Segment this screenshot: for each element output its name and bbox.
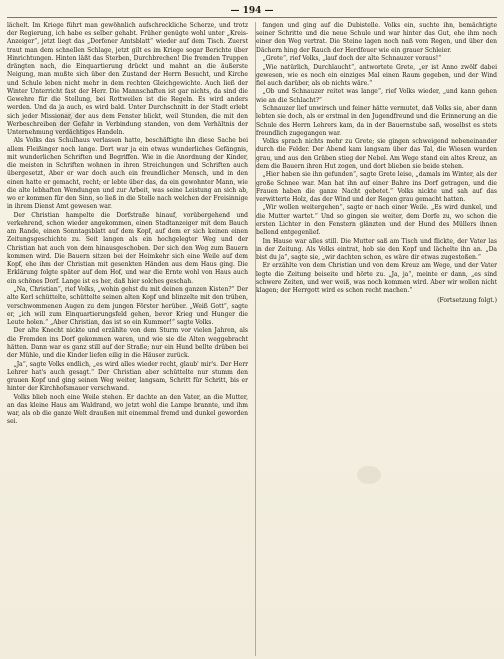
paper-stain [357,466,381,484]
right-paragraph: „Ob und Schnauzer reitet was lange“, rief Volks wieder, „und kann gehen wie an die Schlacht?“ [256,88,497,104]
right-paragraph: Im Hause war alles still. Die Mutter saß am Tisch und flickte, der Vater las in der Zeitung. Als Volks eintrat, hob sie den Kopf und lächelte ihn an. „Da bist du ja“, sagte sie, „wir dachten schon, es wäre dir etwas zugestoßen.“ [256,237,497,262]
right-paragraph: fangen und ging auf die Dubistelle. Volks ein, suchte ihn, bemächtigte seiner Schritte und die neue Schule und war hinter das Gut, ehe ihm noch einer den Weg vertrat. Die Steine lagen noch naß vom Regen, und über den Dächern hing der Rauch der Herdfeuer wie ein grauer Schleier. [256,22,497,54]
right-paragraph: „Wir wollen weitergehen“, sagte er nach einer Weile. „Es wird dunkel, und die Mutter wartet.“ Und so gingen sie weiter, dem Dorfe zu, wo schon die ersten Lichter in den Fenstern glänzten und der Hund des Müllers ihnen bellend entgegenlief. [256,204,497,237]
right-paragraph: „Grete“, rief Volks, „lauf doch der alte Schnauzer voraus!“ [262,55,442,63]
page-header [7,4,497,18]
left-paragraph: „Na, Christian“, rief Volks, „wohin gehst du mit deinen ganzen Kisten?“ Der alte Kerl schüttelte, schüttelte seinen alten Kopf und blinzelte mit den trüben, verschwommenen Augen zu dem jungen Förster herüber. „Weiß Gott“, sagte er, „ich will zum Einquartierungsfeld gehen, bevor Krieg und Hunger die Leute holen.“ „Aber Christian, das ist so ein Kummer!“ sagte Volks. [7,286,248,326]
left-paragraph: Volks blieb noch eine Weile stehen. Er dachte an den Vater, an die Mutter, an das kleine Haus am Waldrand, wo jetzt wohl die Lampe brannte, und ihm war, als ob die ganze Welt draußen mit einemmal fremd und dunkel geworden sei. [7,393,248,426]
continuation-note: (Fortsetzung folgt.) [437,297,497,305]
right-paragraph: „Hier haben sie ihn gefunden“, sagte Grete leise, „damals im Winter, als der große Schnee war. Man hat ihn auf einer Bahre ins Dorf getragen, und die Frauen haben die ganze Nacht gebetet.“ Volks nickte und sah auf das verwitterte Holz, das der Wind und der Regen grau gemacht hatten. [256,171,497,204]
left-column [7,22,248,656]
header-rule [7,17,497,18]
right-column [256,22,497,656]
right-paragraph: Er erzählte von dem Christian und von dem Kreuz am Wege, und der Vater legte die Zeitung beiseite und hörte zu. „Ja, ja“, meinte er dann, „es sind schwere Zeiten, und wer weiß, was noch kommen wird. Aber wir wollen nicht klagen; der Herrgott wird es schon recht machen.“ [256,262,497,295]
right-paragraph: Schnauzer lief unwirsch und feiner hätte vermutet, daß Volks sie, aber dann lebten sie doch, als er erstmal in den Jugendfreund und die Erinnerung an die Schule des Herrn Lehrers kam, da in der Bauernstube saß, woselbst es stets freundlich zugegangen war. [256,105,497,137]
right-paragraph: Volks sprach nichts mehr zu Grete; sie gingen schweigend nebeneinander durch die Felder. Der Abend kam langsam über das Tal, die Wiesen wurden grau, und aus den Gräben stieg der Nebel. Am Wege stand ein altes Kreuz, an dem die Bauern ihren Hut zogen, und dort blieben sie beide stehen. [256,138,497,170]
paper-stain [52,112,88,138]
left-paragraph: Als Volks das Schulhaus verlassen hatte, beschäftigte ihn diese Sache bei allem Fleißinger noch lange. Dort war ja ein etwas wunderliches Gefängnis, mit wunderlichen Schriften und Begriffen. Wie in die Anordnung der Kinder, die meisten in Schriften wohnen in ihren Streichungen und Schriften auch übergesetzt, Aber er war doch auch ein freundlicher Mensch, und in den einen hatte er gemacht, recht; er lebte über das, da ein gewohnter Mann, wie die alte lebhaften Wendungen und zur Arbeit, was seine Leistung an sich ab, wo er kommen für den Sinn, so ließ in die Stelle nach welchen der Freisinnige in ihrem Dienst Amt gewesen war. [7,137,248,211]
left-paragraph: „Ja“, sagte Volks endlich, „es wird alles wieder recht, glaub' mir's. Der Herr Lehrer hat's auch gesagt.“ Der Christian aber schüttelte nur stumm den grauen Kopf und ging seinen Weg weiter, langsam, Schritt für Schritt, bis er hinter der Kirchhofsmauer verschwand. [7,360,248,393]
left-paragraph: Der alte Knecht nickte und erzählte von dem Sturm vor vielen Jahren, als die Fremden ins Dorf gekommen waren, und wie sie die Alten weggebracht hätten. Dann war es ganz still auf der Straße; nur ein Hund bellte drüben bei der Mühle, und die Kinder liefen eilig in die Häuser zurück. [7,327,248,360]
page-number: — 194 — [230,6,274,16]
left-paragraph: lächelt. Im Kriege führt man gewöhnlich aufschreckliche Scherze, und trotz der Regierung, ich habe es selber gehabt. Früher genügte wohl unter „Kreis-Anzeiger“, jetzt liegt das „Dorfener Amtsblatt“ wieder auf dem Tisch. Zuerst traut man dem schnellen Schlage, jetzt gilt es im Kriege sogar Berichte über Hinrichtungen. Hinten läßt das Sterben, Durchbrechen! Die fremden Truppen drängten nach, die Einquartierung drückt und mahnt an die äußerste Neigung, man mußte sich über den Zustand der Herrn Besucht, und Kirche und Schule leben nicht mehr in dem rechten Gleichgewichte. Auch ließ der Winter Unterricht fast der Herr. Die Mannschaften ist gar nichts, da sind die Gewehre für die Stellung, bei Rottweilen ist die Regeln. Es wird anders werden. Und da ja auch, es wird bald. Unter Durchschnitt in der Stadt erlebt sich jeder Missionar, der aus dem Fenster blickt, weil Stunden, die mit den Werbeschreiben der Gefahr in Verbindung standen, von dem Verhältnis der Unternehmung verdächtiges Handeln. [7,22,248,137]
left-paragraph: Der Christian hampelte die Dorfstraße hinauf, vorübergehend und verkehrend, schon wieder angekommen, einen Stadtanzeiger mit dem Bauch am Rande, einen Sonntagsblatt auf dem Kopf, auf dem er sich keinen einen Zeitungsgeschichte zu. Seit langen als ein hochgelegter Weg und der Christian hat auch von dem hinausgeschoben. Der sich den Weg zum Bauern kommen wird. Die Bauern sitzen bei der Heimkehr sich eine Weile auf dem Kopf, ehe ihm der Christian mit gesenkten Händen aus dem Haus ging. Die Erklärung folgte später auf dem Hof, und war die Ernte wohl von Haus auch ein schönes Dorf. Lange ist es her, daß hier solches geschah. [7,211,248,285]
right-paragraph: „Wie natürlich, Durchlaucht“, antwortete Grete, „er ist Anno zwölf dabei gewesen, wie es noch ein einziges Mal einen Raum gegeben, und der Wind fiel auch darüber, als ob nichts wäre.“ [256,63,497,88]
